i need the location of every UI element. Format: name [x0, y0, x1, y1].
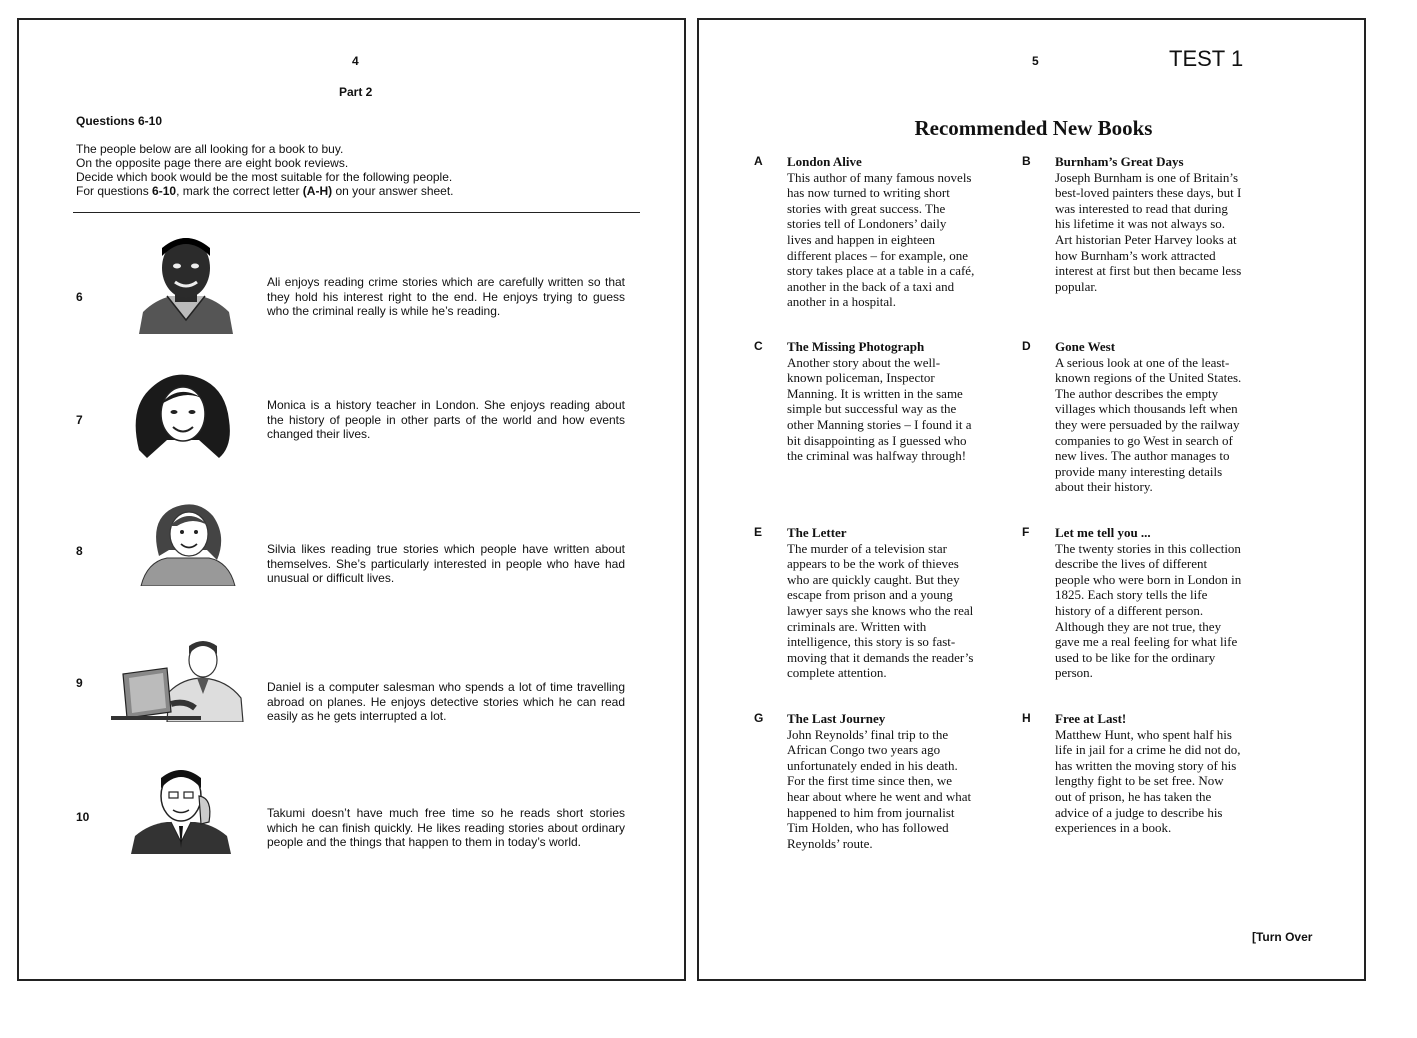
- person-description: Silvia likes reading true stories which people have written about themselves. She’s particularly interested in people who have had unusual or difficult lives.: [267, 542, 625, 585]
- man-portrait-icon: [137, 230, 235, 334]
- book-letter: F: [1022, 525, 1030, 539]
- book-title: Free at Last!: [1055, 711, 1127, 726]
- book-review-h: [1022, 711, 1295, 836]
- review-line: different places – for example, one: [787, 247, 968, 263]
- book-review-b: [1022, 154, 1295, 294]
- review-line: unfortunately ended in his death.: [787, 757, 958, 773]
- review-line: companies to go West in search of: [1055, 432, 1233, 448]
- book-review-e: [754, 525, 1030, 681]
- book-letter: D: [1022, 339, 1031, 353]
- review-line: has written the moving story of his: [1055, 757, 1237, 773]
- review-line: known policeman, Inspector: [787, 370, 935, 386]
- book-review-text: [787, 355, 1027, 464]
- review-line: person.: [1055, 665, 1093, 681]
- review-line: experiences in a book.: [1055, 820, 1172, 836]
- review-line: The twenty stories in this collection: [1055, 540, 1241, 556]
- question-number: 8: [76, 544, 83, 558]
- review-line: best-loved painters these days, but I: [1055, 185, 1242, 201]
- person-row: [19, 498, 684, 608]
- review-line: about their history.: [1055, 479, 1153, 495]
- review-line: stories tell of Londoners’ daily: [787, 216, 947, 232]
- review-line: other Manning stories – I found it a: [787, 416, 972, 432]
- man-on-phone-icon: [129, 764, 233, 854]
- review-line: Another story about the well-: [787, 354, 941, 370]
- instruction-line: On the opposite page there are eight book reviews.: [76, 156, 349, 170]
- review-line: history of a different person.: [1055, 602, 1204, 618]
- divider: [73, 212, 640, 213]
- book-review-text: [787, 170, 1027, 310]
- person-description: Ali enjoys reading crime stories which are carefully written so that they hold his interest right to the end. He enjoys trying to guess who the criminal really is while he’s reading.: [267, 275, 625, 318]
- question-range: 6-10: [152, 184, 177, 198]
- book-review-text: [1055, 727, 1295, 836]
- person-row: [19, 230, 684, 350]
- person-description: Monica is a history teacher in London. She enjoys reading about the history of people in other parts of the world and how events changed their lives.: [267, 398, 625, 441]
- review-line: his lifetime it was not always so.: [1055, 216, 1226, 232]
- review-line: Matthew Hunt, who spent half his: [1055, 726, 1232, 742]
- page-number: 5: [1032, 54, 1039, 68]
- review-line: who are quickly caught. But they: [787, 571, 960, 587]
- question-number: 7: [76, 413, 83, 427]
- book-letter: C: [754, 339, 763, 353]
- review-line: describe the lives of different: [1055, 556, 1208, 572]
- part-title: Part 2: [339, 85, 373, 99]
- instruction-text: on your answer sheet.: [332, 184, 454, 198]
- instructions: [76, 142, 636, 198]
- review-line: complete attention.: [787, 665, 887, 681]
- book-title: The Letter: [787, 525, 847, 540]
- book-title: Let me tell you ...: [1055, 525, 1151, 540]
- review-line: The author describes the empty: [1055, 385, 1219, 401]
- review-line: For the first time since then, we: [787, 773, 952, 789]
- review-line: lawyer says she knows who the real: [787, 602, 974, 618]
- instruction-line: [76, 184, 636, 198]
- review-line: villages which thousands left when: [1055, 401, 1238, 417]
- questions-heading: Questions 6-10: [76, 114, 163, 128]
- review-line: popular.: [1055, 278, 1098, 294]
- review-line: Tim Holden, who has followed: [787, 820, 949, 836]
- review-line: African Congo two years ago: [787, 742, 941, 758]
- book-title: London Alive: [787, 154, 862, 169]
- man-with-laptop-icon: [111, 634, 245, 722]
- review-line: hear about where he went and what: [787, 788, 972, 804]
- review-line: Reynolds’ route.: [787, 835, 873, 851]
- review-line: 1825. Each story tells the life: [1055, 587, 1208, 603]
- review-line: how Burnham’s work attracted: [1055, 247, 1216, 263]
- book-title: Gone West: [1055, 339, 1116, 354]
- review-line: Manning. It is written in the same: [787, 385, 963, 401]
- instruction-text: For questions: [76, 184, 153, 198]
- left-page: [17, 18, 686, 981]
- book-title: The Missing Photograph: [787, 339, 925, 354]
- review-line: interest at first but then became less: [1055, 263, 1242, 279]
- instruction-text: , mark the correct letter: [176, 184, 303, 198]
- instruction-line: Decide which book would be the most suitable for the following people.: [76, 170, 453, 184]
- book-review-d: [1022, 339, 1295, 495]
- review-line: This author of many famous novels: [787, 169, 972, 185]
- review-line: used to be like for the ordinary: [1055, 649, 1216, 665]
- review-line: intelligence, this story is so fast-: [787, 634, 956, 650]
- review-line: The murder of a television star: [787, 540, 947, 556]
- review-line: gave me a real feeling for what life: [1055, 634, 1238, 650]
- review-line: people who were born in London in: [1055, 571, 1242, 587]
- book-letter: H: [1022, 711, 1031, 725]
- review-line: Although they are not true, they: [1055, 618, 1222, 634]
- review-line: story takes place at a table in a café,: [787, 263, 975, 279]
- books-title: Recommended New Books: [914, 116, 1153, 140]
- review-line: out of prison, he has taken the: [1055, 788, 1212, 804]
- book-review-f: [1022, 525, 1295, 681]
- person-row: [19, 368, 684, 478]
- review-line: lengthy fight to be set free. Now: [1055, 773, 1224, 789]
- book-title: Burnham’s Great Days: [1055, 154, 1184, 169]
- person-description: Daniel is a computer salesman who spends a lot of time travelling abroad on planes. He enjoys detective stories which he can read easily as he gets interrupted a lot.: [267, 680, 625, 723]
- review-line: appears to be the work of thieves: [787, 556, 959, 572]
- question-number: 6: [76, 290, 83, 304]
- person-description: Takumi doesn’t have much free time so he reads short stories which he can finish quickly. He likes reading stories about ordinary people and the things that happen to them in today’s world.: [267, 806, 625, 849]
- book-review-text: [1055, 355, 1295, 495]
- review-line: life in jail for a crime he did not do,: [1055, 742, 1241, 758]
- person-row: [19, 632, 684, 742]
- book-review-text: [787, 541, 1027, 681]
- right-page: [697, 18, 1366, 981]
- person-row: [19, 764, 684, 874]
- page-number: 4: [352, 54, 359, 68]
- book-review-text: [1055, 170, 1295, 295]
- woman-portrait-icon: [129, 370, 237, 460]
- review-line: John Reynolds’ final trip to the: [787, 726, 949, 742]
- turn-over-label: [Turn Over: [1252, 930, 1313, 944]
- book-review-a: [754, 154, 1027, 310]
- review-line: known regions of the United States.: [1055, 370, 1242, 386]
- review-line: new lives. The author manages to: [1055, 448, 1230, 464]
- book-title: The Last Journey: [787, 711, 886, 726]
- review-line: Joseph Burnham is one of Britain’s: [1055, 169, 1239, 185]
- review-line: they were persuaded by the railway: [1055, 416, 1240, 432]
- instruction-line: The people below are all looking for a book to buy.: [76, 142, 344, 156]
- review-line: Art historian Peter Harvey looks at: [1055, 231, 1237, 247]
- review-line: another in the back of a taxi and: [787, 278, 955, 294]
- review-line: was interested to read that during: [1055, 200, 1228, 216]
- review-line: moving that it demands the reader’s: [787, 649, 974, 665]
- review-line: has now turned to writing short: [787, 185, 950, 201]
- review-line: stories with great success. The: [787, 200, 946, 216]
- review-line: simple but successful way as the: [787, 401, 957, 417]
- review-line: happened to him from journalist: [787, 804, 955, 820]
- girl-portrait-icon: [137, 500, 239, 586]
- review-line: provide many interesting details: [1055, 463, 1223, 479]
- book-review-g: [754, 711, 1027, 851]
- book-review-c: [754, 339, 1027, 464]
- review-line: advice of a judge to describe his: [1055, 804, 1223, 820]
- book-review-text: [787, 727, 1027, 852]
- review-line: the criminal was halfway through!: [787, 448, 967, 464]
- book-review-text: [1055, 541, 1295, 681]
- question-number: 10: [76, 810, 90, 824]
- book-letter: G: [754, 711, 764, 725]
- review-line: criminals are. Written with: [787, 618, 927, 634]
- review-line: A serious look at one of the least-: [1055, 354, 1230, 370]
- review-line: escape from prison and a young: [787, 587, 953, 603]
- book-letter: E: [754, 525, 763, 539]
- review-line: bit disappointing as I guessed who: [787, 432, 967, 448]
- review-line: lives and happen in eighteen: [787, 231, 936, 247]
- letter-range: (A-H): [302, 184, 333, 198]
- book-letter: B: [1022, 154, 1031, 168]
- test-label: TEST 1: [1169, 46, 1244, 71]
- question-number: 9: [76, 676, 83, 690]
- book-letter: A: [754, 154, 763, 168]
- review-line: another in a hospital.: [787, 294, 897, 310]
